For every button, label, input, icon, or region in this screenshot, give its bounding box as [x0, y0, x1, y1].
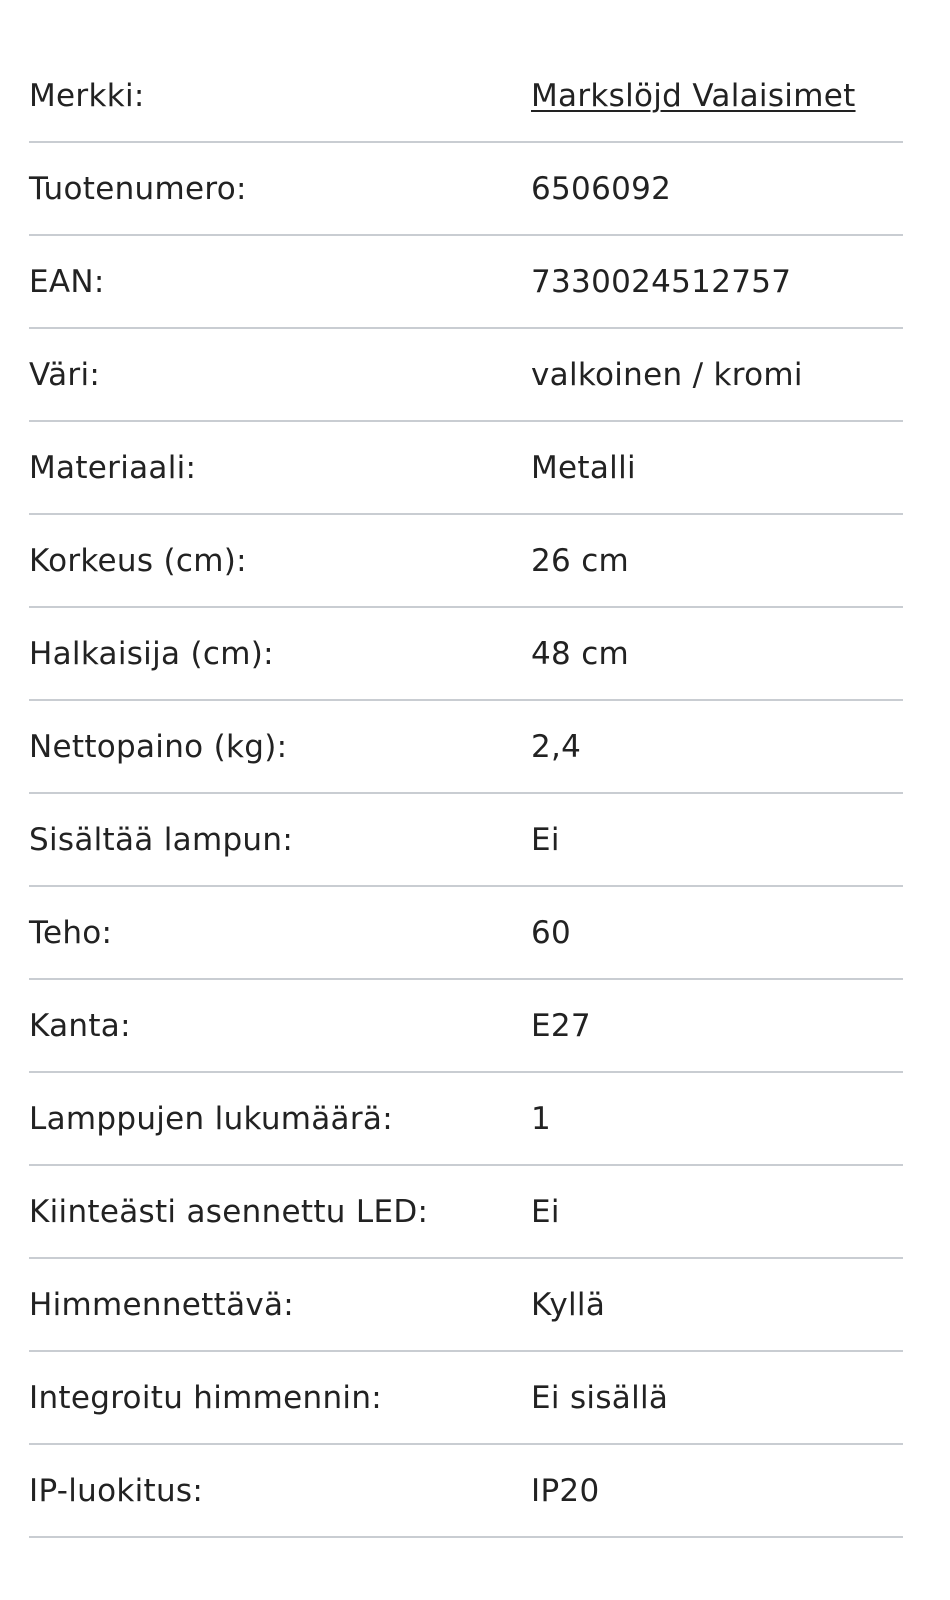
- spec-value: 2,4: [531, 728, 582, 765]
- spec-row-height: [29, 515, 903, 608]
- spec-label: Lamppujen lukumäärä:: [29, 1100, 393, 1137]
- spec-label: IP-luokitus:: [29, 1472, 204, 1509]
- spec-value: 26 cm: [531, 542, 630, 579]
- spec-label: Nettopaino (kg):: [29, 728, 288, 765]
- spec-label: Väri:: [29, 356, 101, 393]
- spec-row-integrated-dimmer: [29, 1352, 903, 1445]
- spec-label: EAN:: [29, 263, 105, 300]
- spec-row-material: [29, 422, 903, 515]
- spec-row-bulb-included: [29, 794, 903, 887]
- spec-row-ip-rating: [29, 1445, 903, 1538]
- spec-label: Merkki:: [29, 77, 145, 114]
- spec-row-product-number: [29, 143, 903, 236]
- spec-value: [531, 78, 903, 114]
- spec-label: Kiinteästi asennettu LED:: [29, 1193, 429, 1230]
- spec-row-diameter: [29, 608, 903, 701]
- spec-row-socket: [29, 980, 903, 1073]
- spec-label: Korkeus (cm):: [29, 542, 247, 579]
- spec-row-power: [29, 887, 903, 980]
- spec-row-dimmable: [29, 1259, 903, 1352]
- spec-value: 48 cm: [531, 635, 630, 672]
- spec-label: Materiaali:: [29, 449, 197, 486]
- spec-value: 1: [531, 1100, 552, 1137]
- spec-row-ean: [29, 236, 903, 329]
- spec-value: Kyllä: [531, 1286, 606, 1323]
- spec-label: Himmennettävä:: [29, 1286, 295, 1323]
- spec-value: Metalli: [531, 449, 636, 486]
- spec-label: Sisältää lampun:: [29, 821, 294, 858]
- spec-label: Kanta:: [29, 1007, 131, 1044]
- spec-row-brand: [29, 50, 903, 143]
- spec-value: Ei: [531, 1193, 560, 1230]
- spec-label: Tuotenumero:: [29, 170, 247, 207]
- spec-row-net-weight: [29, 701, 903, 794]
- spec-row-color: [29, 329, 903, 422]
- spec-value: 7330024512757: [531, 263, 792, 300]
- spec-value: Ei: [531, 821, 560, 858]
- spec-value: Ei sisällä: [531, 1379, 669, 1416]
- spec-label: Integroitu himmennin:: [29, 1379, 383, 1416]
- product-specs-table: [29, 50, 903, 1538]
- spec-label: Teho:: [29, 914, 113, 951]
- brand-link[interactable]: Markslöjd Valaisimet: [531, 77, 856, 114]
- spec-row-integrated-led: [29, 1166, 903, 1259]
- spec-value: IP20: [531, 1472, 600, 1509]
- spec-value: 6506092: [531, 170, 672, 207]
- spec-label: Halkaisija (cm):: [29, 635, 274, 672]
- spec-row-bulb-count: [29, 1073, 903, 1166]
- spec-value: valkoinen / kromi: [531, 356, 803, 393]
- spec-value: 60: [531, 914, 572, 951]
- spec-value: E27: [531, 1007, 591, 1044]
